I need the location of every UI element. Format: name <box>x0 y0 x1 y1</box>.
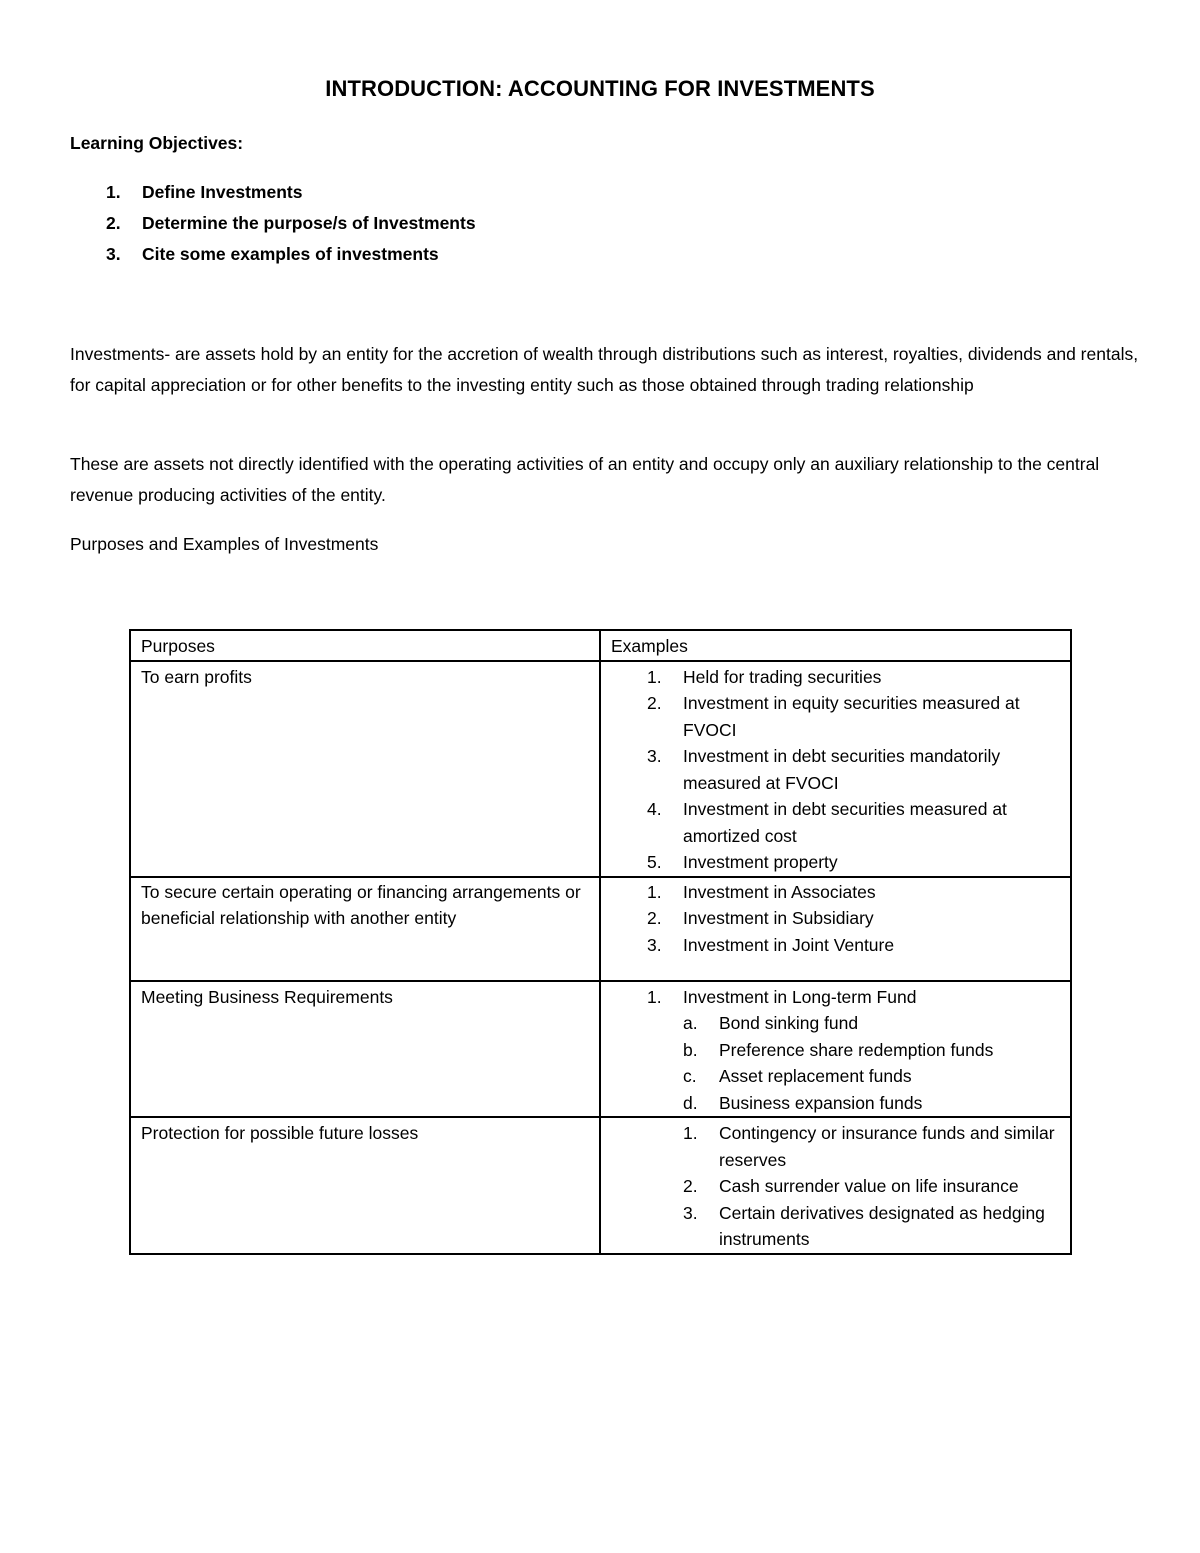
sub-example-text: Asset replacement funds <box>719 1066 912 1086</box>
example-number: 3. <box>647 746 662 766</box>
example-text: Investment in Long-term Fund <box>683 986 917 1007</box>
learning-objectives-heading: Learning Objectives: <box>70 133 244 153</box>
example-text: Investment in Joint Venture <box>683 934 895 955</box>
example-number: 1. <box>647 986 662 1007</box>
example-text: Investment in debt securities measured at amortized cost <box>683 799 1007 846</box>
objective-text: Cite some examples of investments <box>142 244 439 264</box>
example-item <box>611 664 1060 691</box>
example-number: 2. <box>647 908 662 928</box>
table-row <box>130 877 1071 981</box>
table-header-row <box>130 630 1071 661</box>
example-text: Investment property <box>683 852 838 872</box>
example-number: 4. <box>647 799 662 819</box>
objective-text: Define Investments <box>142 182 303 202</box>
example-item <box>611 879 1060 906</box>
purpose-cell: To secure certain operating or financing arrangements or beneficial relationship with another entity <box>130 877 600 981</box>
sub-example-text: Business expansion funds <box>719 1092 923 1113</box>
table-row <box>130 661 1071 877</box>
purpose-cell: Meeting Business Requirements <box>130 981 600 1118</box>
sub-example-letter: d. <box>683 1092 698 1113</box>
example-text: Investment in Subsidiary <box>683 908 874 928</box>
sub-example-item <box>611 1090 1060 1117</box>
learning-objectives-list <box>70 178 476 271</box>
header-examples: Examples <box>600 630 1071 661</box>
purpose-cell: Protection for possible future losses <box>130 1117 600 1254</box>
example-number: 1. <box>647 666 662 687</box>
purpose-cell: To earn profits <box>130 661 600 877</box>
example-item <box>611 1173 1060 1200</box>
example-item <box>611 796 1060 849</box>
example-item <box>611 932 1060 959</box>
example-text: Investment in Associates <box>683 881 876 902</box>
example-number: 3. <box>647 934 662 955</box>
sub-example-text: Preference share redemption funds <box>719 1039 994 1060</box>
examples-list <box>611 664 1060 876</box>
examples-cell <box>600 1117 1071 1254</box>
objective-item <box>70 209 476 240</box>
table-caption: Purposes and Examples of Investments <box>70 534 379 554</box>
examples-cell <box>600 661 1071 877</box>
examples-cell <box>600 981 1071 1118</box>
example-number: 2. <box>683 1176 698 1196</box>
examples-cell <box>600 877 1071 981</box>
example-item <box>611 1120 1060 1173</box>
examples-list <box>611 1120 1060 1253</box>
investments-definition-paragraph: Investments- are assets hold by an entity for the accretion of wealth through distributions such as interest, royalties, dividends and rentals, for capital appreciation or for other benefits to the investing entity such as those obtained through trading relationship <box>70 344 1139 395</box>
example-text: Investment in debt securities mandatorily measured at FVOCI <box>683 746 1001 793</box>
example-number: 1. <box>683 1123 698 1143</box>
example-item <box>611 743 1060 796</box>
sub-example-letter: b. <box>683 1039 698 1060</box>
example-text: Cash surrender value on life insurance <box>719 1176 1019 1196</box>
sub-example-letter: c. <box>683 1066 697 1086</box>
example-number: 5. <box>647 852 662 872</box>
example-text: Certain derivatives designated as hedging instruments <box>719 1202 1045 1249</box>
examples-list <box>611 984 1060 1011</box>
sub-example-text: Bond sinking fund <box>719 1013 859 1033</box>
objective-number: 1. <box>106 182 121 202</box>
example-number: 2. <box>647 693 662 713</box>
investments-description-paragraph: These are assets not directly identified with the operating activities of an entity and occupy only an auxiliary relationship to the central revenue producing activities of the entity. <box>70 454 1100 505</box>
page-title: INTRODUCTION: ACCOUNTING FOR INVESTMENTS <box>325 76 875 101</box>
example-item <box>611 849 1060 876</box>
example-text: Investment in equity securities measured at FVOCI <box>683 693 1020 740</box>
sub-examples-list <box>611 1010 1060 1116</box>
example-text: Held for trading securities <box>683 666 882 687</box>
sub-example-item <box>611 1063 1060 1090</box>
header-purposes: Purposes <box>130 630 600 661</box>
purposes-examples-table <box>129 629 1072 1255</box>
example-item <box>611 984 1060 1011</box>
objective-number: 3. <box>106 244 121 264</box>
sub-example-letter: a. <box>683 1013 698 1033</box>
objective-text: Determine the purpose/s of Investments <box>142 213 476 233</box>
example-item <box>611 1200 1060 1253</box>
table-row <box>130 981 1071 1118</box>
table-row <box>130 1117 1071 1254</box>
objective-number: 2. <box>106 213 121 233</box>
objective-item <box>70 178 476 209</box>
sub-example-item <box>611 1010 1060 1037</box>
sub-example-item <box>611 1037 1060 1064</box>
example-text: Contingency or insurance funds and similar reserves <box>719 1123 1055 1170</box>
example-number: 1. <box>647 881 662 902</box>
example-item <box>611 905 1060 932</box>
example-number: 3. <box>683 1202 698 1223</box>
example-item <box>611 690 1060 743</box>
objective-item <box>70 240 476 271</box>
examples-list <box>611 879 1060 959</box>
